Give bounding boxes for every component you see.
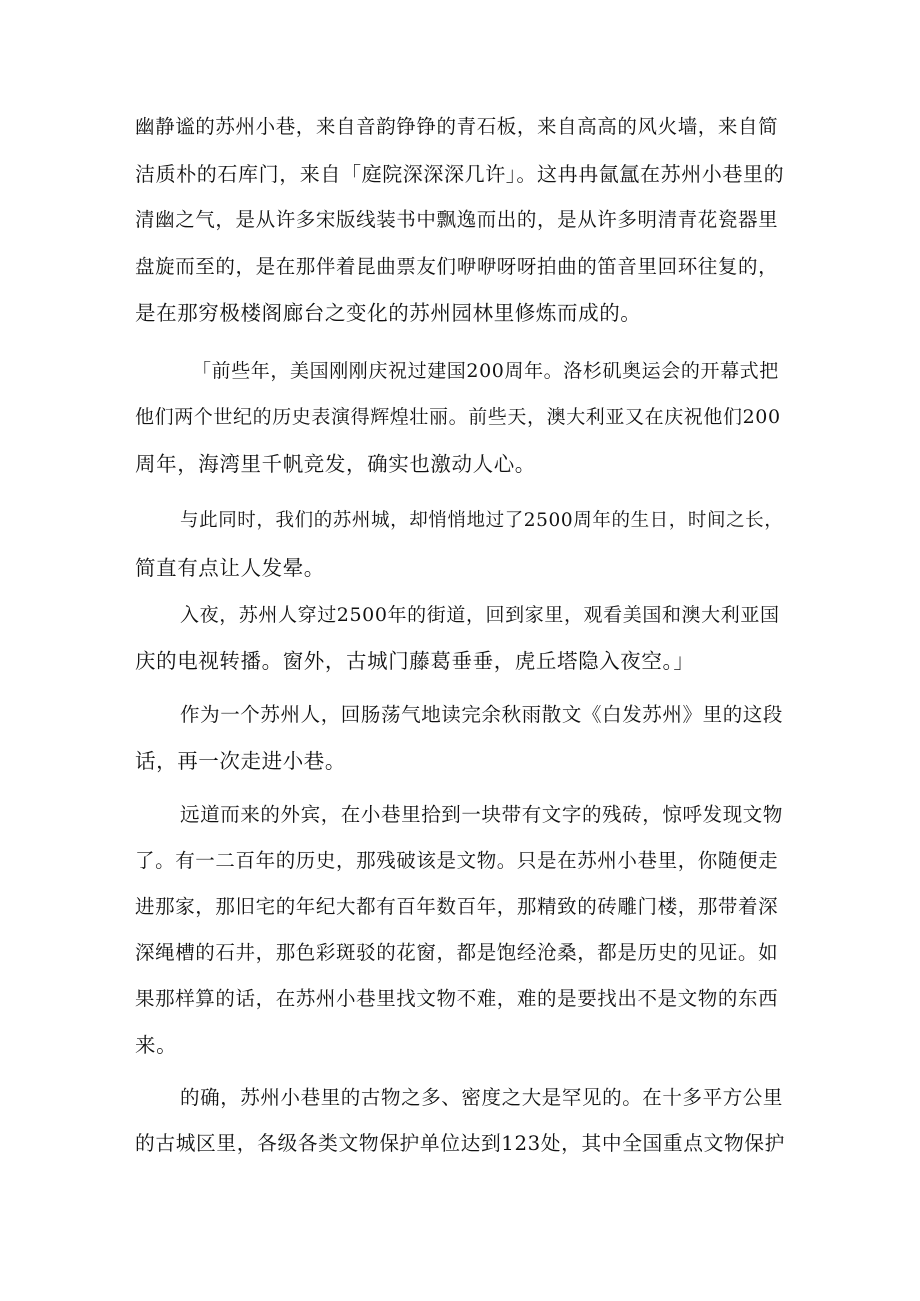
text-line: 进那家，那旧宅的年纪大都有百年数百年，那精致的砖雕门楼，那带着深: [135, 895, 779, 918]
text-line: 周年，海湾里千帆竞发，确实也激动人心。: [135, 452, 536, 476]
text-line: 庆的电视转播。窗外，古城门藤葛垂垂，虎丘塔隐入夜空。」: [135, 649, 695, 673]
text-line: 深绳槽的石井，那色彩斑驳的花窗，都是饱经沧桑，都是历史的见证。如: [135, 941, 779, 964]
text-line: 与此同时，我们的苏州城，却悄悄地过了2500周年的生日，时间之长，: [180, 510, 784, 531]
text-line: 作为一个苏州人，回肠荡气地读完余秋雨散文《白发苏州》里的这段: [180, 703, 784, 726]
text-line: 幽静谧的苏州小巷，来自音韵铮铮的青石板，来自高高的风火墙，来自简: [135, 115, 779, 138]
text-line: 的古城区里，各级各类文物保护单位达到123处，其中全国重点文物保护: [135, 1132, 785, 1155]
text-line: 的确，苏州小巷里的古物之多、密度之大是罕见的。在十多平方公里: [180, 1086, 784, 1109]
text-line: 远道而来的外宾，在小巷里拾到一块带有文字的残砖，惊呼发现文物: [180, 803, 784, 826]
text-line: 果那样算的话，在苏州小巷里找文物不难，难的是要找出不是文物的东西: [135, 987, 779, 1010]
text-line: 入夜，苏州人穿过2500年的街道，回到家里，观看美国和澳大利亚国: [180, 604, 780, 626]
text-line: 是在那穷极楼阁廊台之变化的苏州园林里修炼而成的。: [135, 301, 642, 325]
text-line: 他们两个世纪的历史表演得辉煌壮丽。前些天，澳大利亚又在庆祝他们200: [135, 406, 781, 428]
text-line: 了。有一二百年的历史，那残破该是文物。只是在苏州小巷里，你随便走: [135, 849, 779, 872]
text-line: 「前些年，美国刚刚庆祝过建国200周年。洛杉矶奥运会的开幕式把: [192, 360, 779, 382]
text-line: 盘旋而至的，是在那伴着昆曲票友们咿咿呀呀拍曲的笛音里回环往复的，: [135, 255, 779, 278]
text-line: 简直有点让人发晕。: [135, 556, 325, 580]
text-line: 清幽之气，是从许多宋版线装书中飘逸而出的，是从许多明清青花瓷器里: [135, 208, 779, 231]
text-line: 来。: [135, 1033, 178, 1057]
text-line: 洁质朴的石库门，来自「庭院深深深几许」。这冉冉氤氲在苏州小巷里的: [135, 162, 785, 186]
text-line: 话，再一次走进小巷。: [135, 749, 346, 773]
